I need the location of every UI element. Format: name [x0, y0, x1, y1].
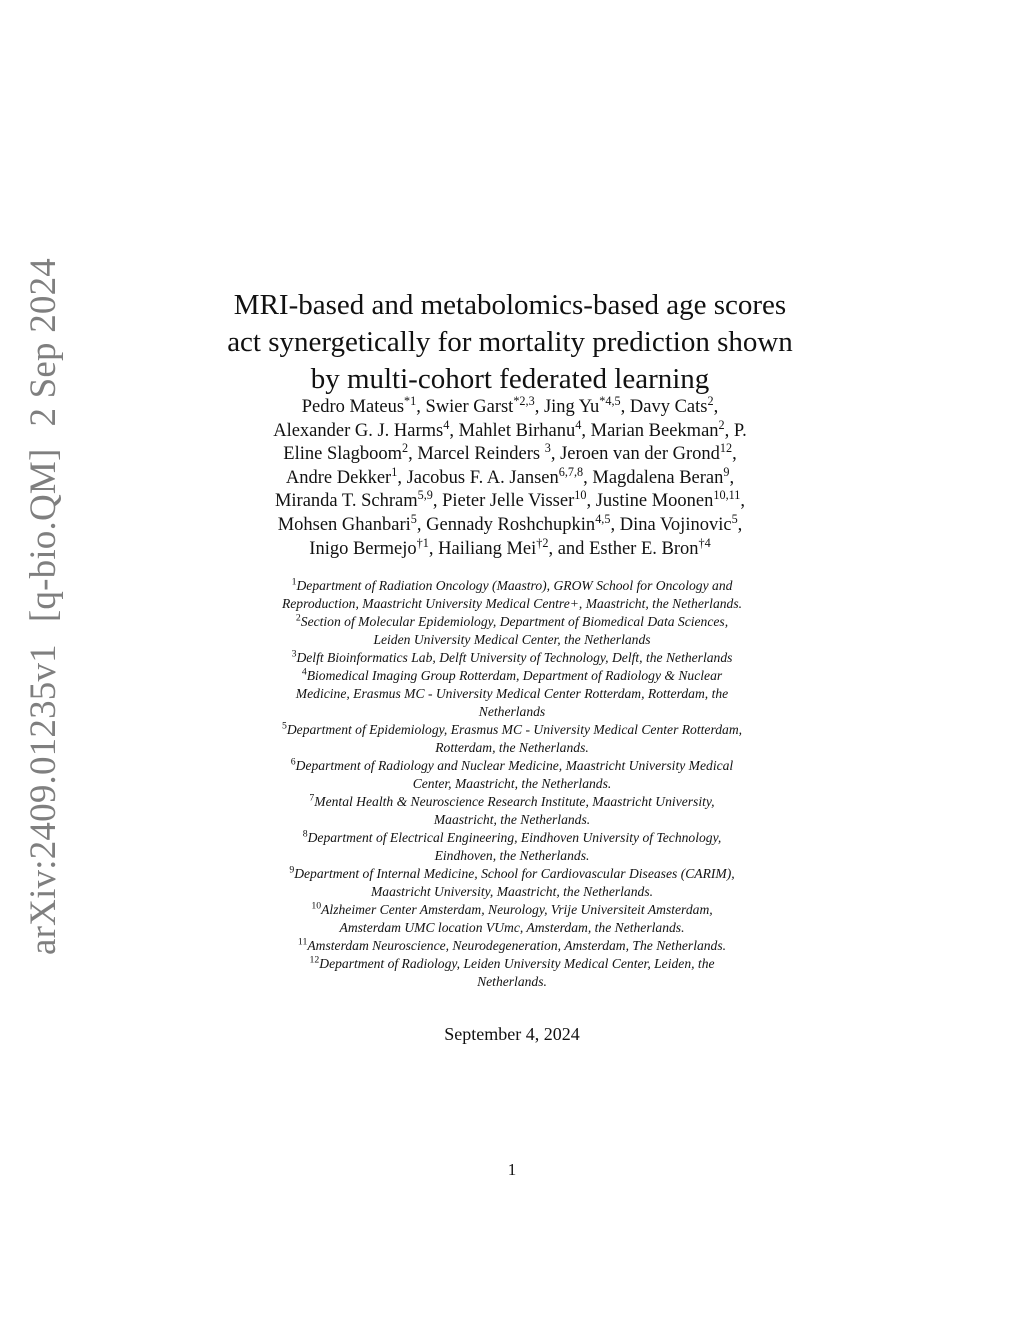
affiliation-text: Delft Bioinformatics Lab, Delft University of Technology, Delft, the Netherlands — [296, 650, 733, 665]
affiliation-line — [220, 577, 804, 595]
author-name: Magdalena Beran — [592, 467, 724, 488]
affiliation-line — [220, 883, 804, 901]
author-name: Eline Slagboom — [283, 444, 402, 465]
affiliation-number: 12 — [309, 954, 320, 966]
author-separator: , — [740, 491, 746, 512]
author-name: Swier Garst — [425, 397, 514, 417]
author-name: Marian Beekman — [590, 420, 719, 441]
affiliation-text: Department of Radiology, Leiden University Medical Center, Leiden, the — [319, 956, 715, 971]
affiliation-line — [220, 649, 804, 667]
author-separator: , — [428, 538, 439, 559]
affiliation-line — [220, 901, 804, 919]
author-affiliation-marker: †4 — [698, 535, 711, 550]
affiliation-line — [220, 721, 804, 739]
author-line — [210, 490, 810, 514]
author-name: Mahlet Birhanu — [458, 420, 576, 441]
author-separator: , — [583, 467, 593, 488]
affiliation-text: Rotterdam, the Netherlands. — [435, 740, 589, 755]
affiliation-text: Department of Electrical Engineering, Eindhoven University of Technology, — [307, 830, 722, 845]
author-separator: , — [534, 397, 544, 417]
author-separator: , — [550, 444, 561, 465]
affiliation-line — [220, 793, 804, 811]
affiliation-line — [220, 811, 804, 829]
affiliation-number: 9 — [289, 864, 295, 876]
affiliation-line — [220, 919, 804, 937]
author-separator: , — [610, 514, 620, 535]
affiliation-number: 2 — [295, 612, 301, 624]
author-separator: , — [732, 444, 737, 465]
affiliation-text: Amsterdam Neuroscience, Neurodegeneration, Amsterdam, The Netherlands. — [307, 938, 727, 953]
title-line: by multi-cohort federated learning — [310, 363, 710, 396]
affiliation-number: 7 — [309, 792, 315, 804]
author-name: Andre Dekker — [285, 467, 392, 488]
affiliation-text: Department of Radiation Oncology (Maastro), GROW School for Oncology and — [296, 578, 733, 593]
author-separator: , — [432, 491, 443, 512]
author-affiliation-marker: †1 — [416, 535, 429, 550]
affiliation-number: 1 — [291, 576, 297, 588]
author-name: Pedro Mateus — [301, 397, 405, 417]
author-affiliation-marker: 3 — [544, 441, 551, 456]
author-line — [210, 393, 810, 420]
affiliation-number: 5 — [281, 720, 287, 732]
arxiv-category: [q-bio.QM] — [23, 448, 64, 623]
affiliation-line — [220, 757, 804, 775]
affiliation-line — [220, 973, 804, 991]
author-affiliation-marker: *4,5 — [599, 393, 621, 408]
author-affiliation-marker: 1 — [391, 464, 398, 479]
author-affiliation-marker: 4,5 — [595, 511, 611, 526]
author-affiliation-marker: 2 — [707, 393, 714, 408]
affiliation-text: Department of Radiology and Nuclear Medicine, Maastricht University Medical — [295, 758, 734, 773]
author-name: Marcel Reinders — [417, 444, 545, 465]
author-separator: , — [416, 397, 426, 417]
author-separator: , — [449, 420, 459, 441]
affiliation-line — [220, 829, 804, 847]
affiliation-text: Leiden University Medical Center, the Netherlands — [373, 632, 651, 647]
author-separator: , and — [548, 538, 590, 559]
author-affiliation-marker: 4 — [575, 417, 582, 432]
affiliation-line — [220, 685, 804, 703]
affiliation-line — [220, 865, 804, 883]
affiliation-number: 8 — [302, 828, 308, 840]
author-list — [210, 393, 810, 561]
author-name: Miranda T. Schram — [274, 491, 418, 512]
author-name: Mohsen Ghanbari — [277, 514, 411, 535]
affiliation-text: Maastricht University, Maastricht, the Netherlands. — [370, 884, 654, 899]
author-name: Jing Yu — [543, 397, 600, 417]
author-separator: , — [408, 444, 418, 465]
paper-title — [180, 287, 840, 398]
author-affiliation-marker: 2 — [718, 417, 725, 432]
author-separator: , P. — [724, 420, 747, 441]
affiliation-number: 11 — [297, 936, 308, 948]
affiliation-text: Eindhoven, the Netherlands. — [434, 848, 590, 863]
author-affiliation-marker: *2,3 — [513, 393, 535, 408]
affiliation-number: 6 — [290, 756, 296, 768]
affiliation-number: 10 — [311, 900, 322, 912]
author-line — [210, 535, 810, 562]
author-separator: , — [586, 491, 596, 512]
author-affiliation-marker: 2 — [401, 441, 409, 456]
author-line — [210, 417, 810, 444]
affiliation-number: 4 — [301, 666, 307, 678]
arxiv-date: 2 Sep 2024 — [23, 258, 64, 427]
author-name: Dina Vojinovic — [619, 514, 732, 535]
affiliation-text: Reproduction, Maastricht University Medical Centre+, Maastricht, the Netherlands. — [281, 596, 743, 611]
author-line — [210, 464, 810, 491]
affiliation-text: Department of Internal Medicine, School for Cardiovascular Diseases (CARIM), — [294, 866, 735, 881]
author-affiliation-marker: 12 — [719, 441, 733, 456]
publication-date: September 4, 2024 — [444, 1024, 580, 1044]
affiliation-text: Amsterdam UMC location VUmc, Amsterdam, the Netherlands. — [339, 920, 685, 935]
author-name: Esther E. Bron — [589, 538, 699, 559]
affiliation-text: Netherlands — [478, 704, 546, 719]
author-name: Alexander G. J. Harms — [273, 420, 444, 441]
affiliation-line — [220, 631, 804, 649]
author-affiliation-marker: †2 — [536, 535, 549, 550]
author-name: Pieter Jelle Visser — [442, 491, 575, 512]
author-line — [210, 443, 810, 467]
affiliation-text: Biomedical Imaging Group Rotterdam, Department of Radiology & Nuclear — [306, 668, 723, 683]
author-name: Justine Moonen — [595, 491, 714, 512]
page-number: 1 — [507, 1160, 517, 1179]
affiliation-line — [220, 703, 804, 721]
affiliation-text: Medicine, Erasmus MC - University Medical Center Rotterdam, Rotterdam, the — [295, 686, 729, 701]
title-line: act synergetically for mortality prediction shown — [227, 326, 793, 359]
author-affiliation-marker: 5 — [410, 511, 417, 526]
affiliation-text: Netherlands. — [477, 974, 547, 989]
affiliation-text: Mental Health & Neuroscience Research Institute, Maastricht University, — [314, 794, 715, 809]
author-separator: , — [713, 397, 719, 417]
author-affiliation-marker: 6,7,8 — [558, 464, 584, 479]
author-separator: , — [581, 420, 591, 441]
author-separator: , — [416, 514, 427, 535]
affiliation-text: Department of Epidemiology, Erasmus MC - University Medical Center Rotterdam, — [286, 722, 743, 737]
affiliation-line — [220, 739, 804, 757]
affiliation-line — [220, 847, 804, 865]
author-separator: , — [620, 397, 630, 417]
affiliation-line — [220, 667, 804, 685]
affiliation-text: Section of Molecular Epidemiology, Department of Biomedical Data Sciences, — [300, 614, 729, 629]
affiliation-text: Alzheimer Center Amsterdam, Neurology, Vrije Universiteit Amsterdam, — [321, 902, 713, 917]
author-affiliation-marker: 5,9 — [417, 488, 433, 503]
affiliation-number: 3 — [291, 648, 297, 660]
author-line — [210, 511, 810, 538]
affiliation-line — [220, 775, 804, 793]
affiliation-list — [220, 577, 804, 991]
author-name: Jeroen van der Grond — [560, 444, 720, 465]
affiliation-line — [220, 937, 804, 955]
author-name: Jacobus F. A. Jansen — [406, 467, 559, 488]
affiliation-text: Maastricht, the Netherlands. — [433, 812, 591, 827]
affiliation-line — [220, 595, 804, 613]
author-separator: , — [737, 514, 743, 535]
author-affiliation-marker: 5 — [731, 511, 738, 526]
title-line: MRI-based and metabolomics-based age scores — [233, 289, 787, 322]
author-name: Hailiang Mei — [438, 538, 537, 559]
author-affiliation-marker: 4 — [443, 417, 450, 432]
author-separator: , — [729, 467, 735, 488]
author-affiliation-marker: 9 — [723, 464, 730, 479]
affiliation-text: Center, Maastricht, the Netherlands. — [412, 776, 612, 791]
author-affiliation-marker: *1 — [404, 393, 417, 408]
affiliation-line — [220, 955, 804, 973]
author-affiliation-marker: 10,11 — [713, 488, 741, 503]
arxiv-identifier-stamp — [22, 258, 65, 955]
author-separator: , — [397, 467, 407, 488]
author-name: Inigo Bermejo — [309, 538, 417, 559]
affiliation-line — [220, 613, 804, 631]
arxiv-id: arXiv:2409.01235v1 — [23, 644, 64, 955]
author-affiliation-marker: 10 — [574, 488, 587, 503]
author-name: Gennady Roshchupkin — [426, 514, 596, 535]
author-name: Davy Cats — [629, 397, 708, 417]
